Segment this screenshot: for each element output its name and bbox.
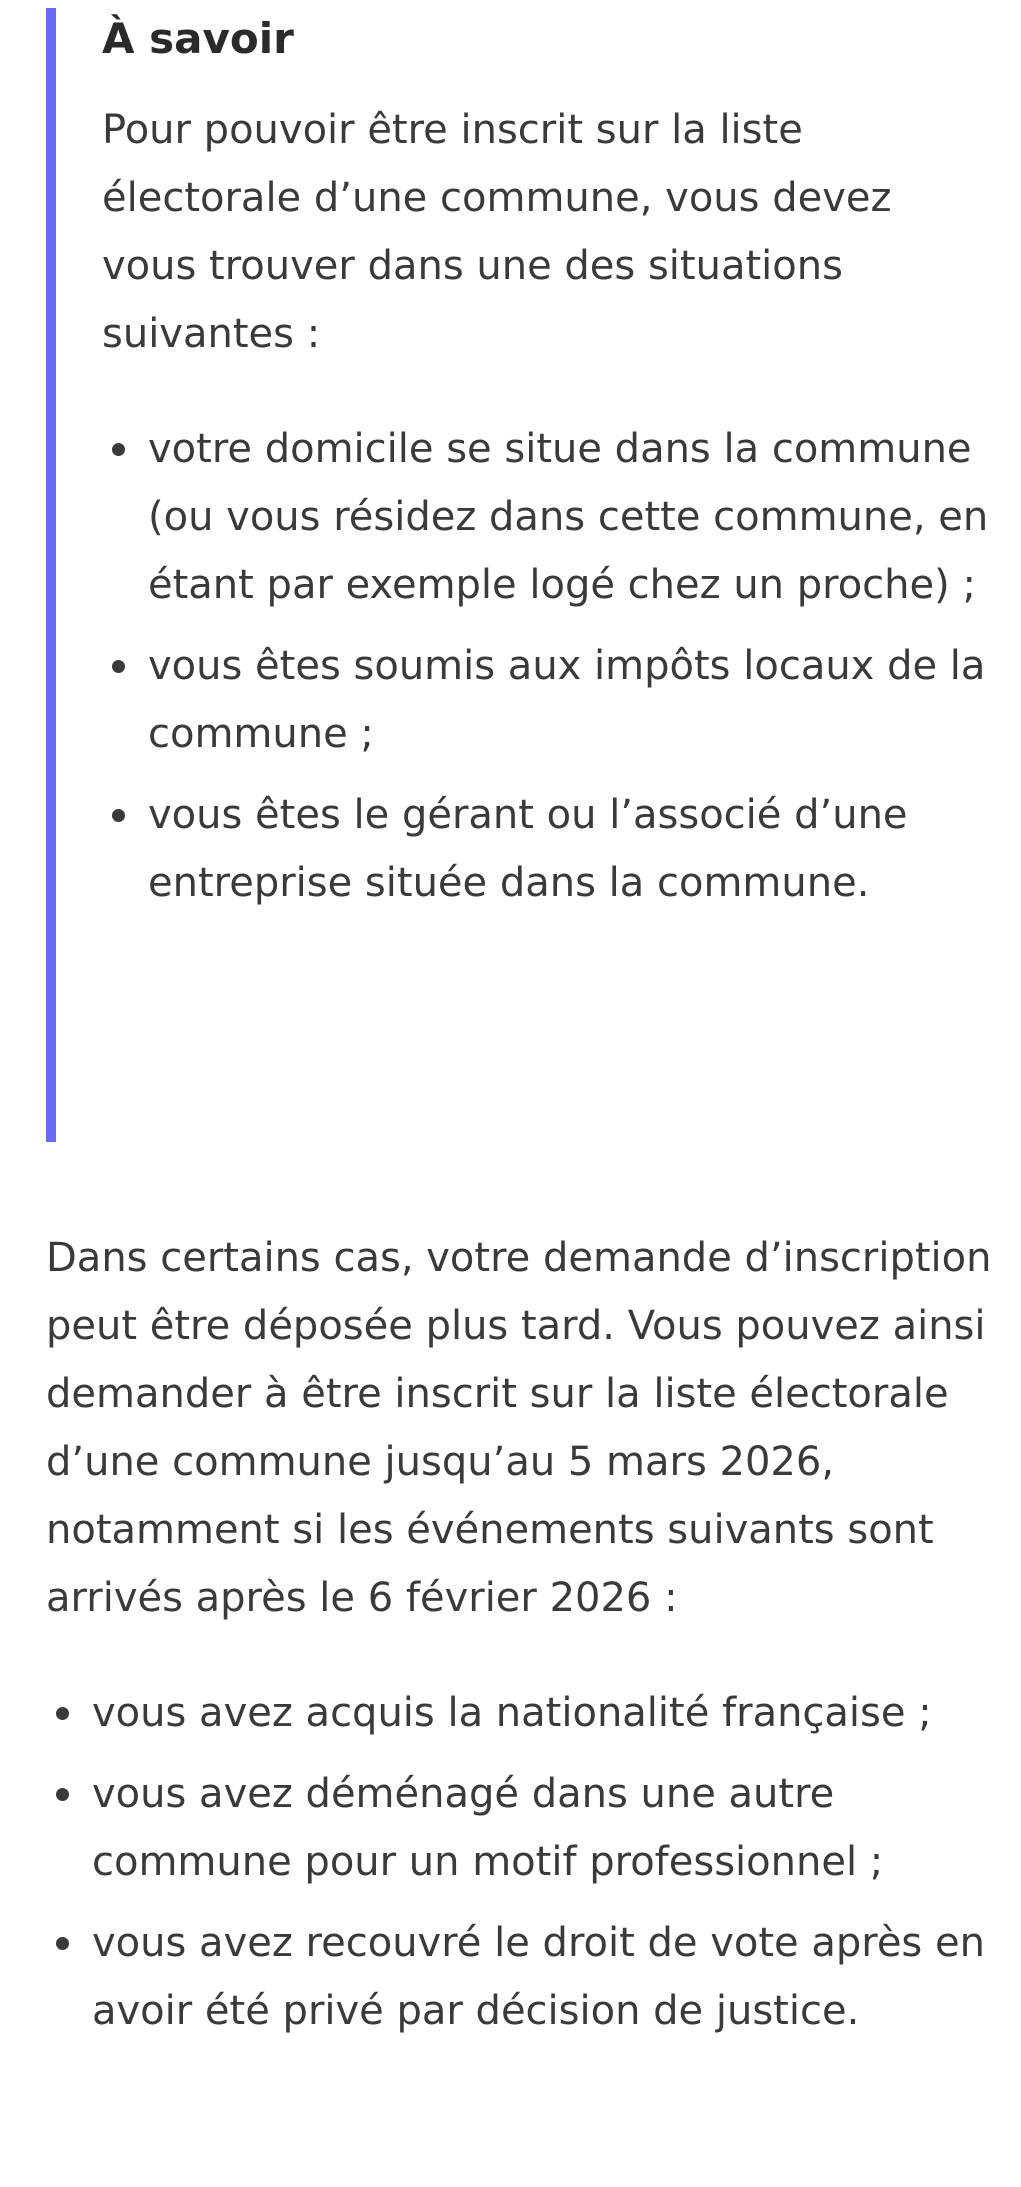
list-item — [46, 1909, 1006, 2045]
list-item — [102, 415, 996, 619]
bullet-icon — [56, 1937, 69, 1950]
main-bullet-list — [46, 1679, 1006, 2045]
bullet-icon — [112, 660, 125, 673]
callout-bullet-list — [102, 415, 996, 917]
bullet-icon — [56, 1788, 69, 1801]
list-item — [46, 1760, 1006, 1896]
list-item-text: vous avez acquis la nationalité française ; — [92, 1690, 932, 1736]
main-paragraph: Dans certains cas, votre demande d’inscription peut être déposée plus tard. Vous pouvez ainsi demander à être inscrit sur la liste électorale d’une commune jusqu’au 5 mars 2026, notamment si les événements suivants sont arrivés après le 6 février 2026 : — [46, 1235, 992, 1621]
list-item-text: vous avez déménagé dans une autre commune pour un motif professionnel ; — [92, 1771, 884, 1885]
list-item-text: vous êtes soumis aux impôts locaux de la commune ; — [148, 643, 986, 757]
list-item — [46, 1679, 1006, 1747]
bullet-icon — [112, 443, 125, 456]
list-item-text: vous êtes le gérant ou l’associé d’une entreprise située dans la commune. — [148, 792, 908, 906]
list-item — [102, 632, 996, 768]
callout-title: À savoir — [102, 14, 294, 63]
list-item-text: vous avez recouvré le droit de vote après en avoir été privé par décision de justice. — [92, 1920, 985, 2034]
bullet-icon — [56, 1707, 69, 1720]
list-item — [102, 781, 996, 917]
list-item-text: votre domicile se situe dans la commune (ou vous résidez dans cette commune, en étant par exemple logé chez un proche) ; — [148, 426, 989, 608]
callout-intro-text: Pour pouvoir être inscrit sur la liste électorale d’une commune, vous devez vous trouver dans une des situations suivantes : — [102, 107, 892, 357]
main-content — [46, 1224, 1006, 2045]
bullet-icon — [112, 809, 125, 822]
callout-a-savoir — [46, 8, 1006, 1142]
